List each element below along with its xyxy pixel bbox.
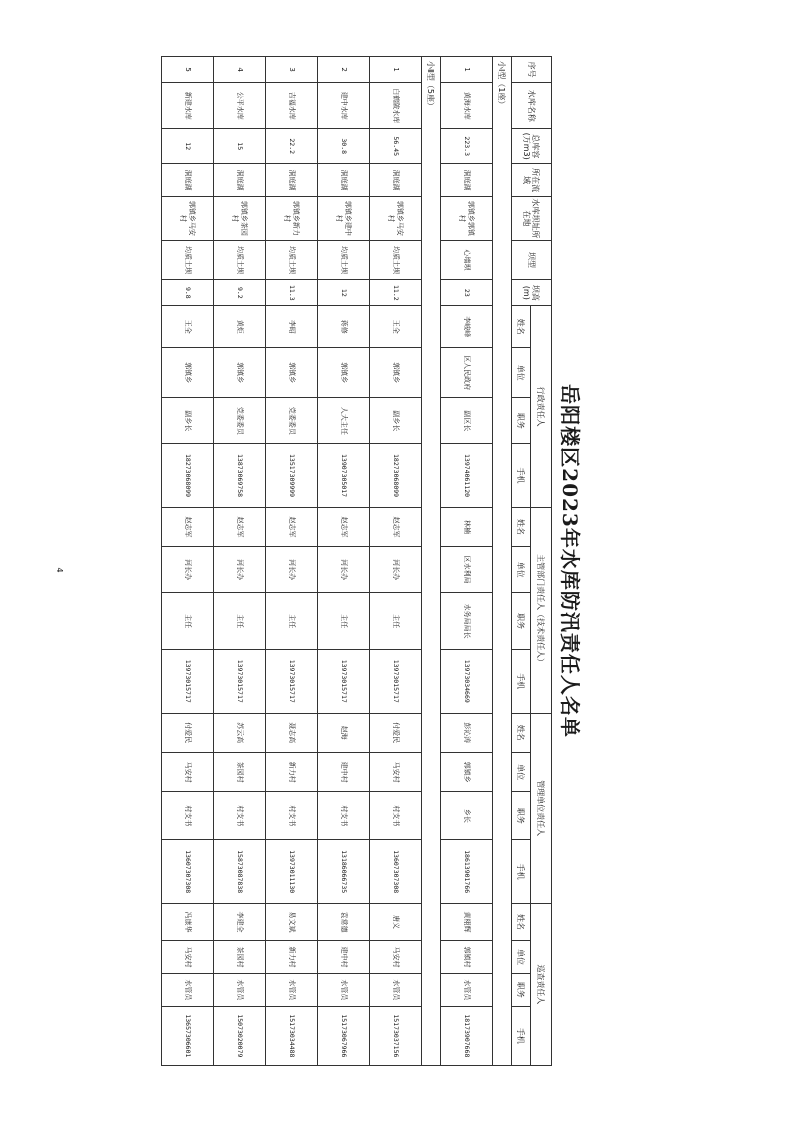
cell-admin-position: 党委委员 [266,398,318,444]
cell-manage-name: 彭沁涛 [441,713,493,752]
header-authority-name: 姓名 [512,507,531,546]
table-row [214,57,266,1066]
cell-authority-phone: 13973015717 [370,650,422,713]
cell-dam-type: 心墙坝 [441,240,493,279]
cell-dam-height: 12 [318,280,370,306]
cell-authority-position: 主任 [370,593,422,650]
cell-admin-name: 蒋修 [318,306,370,348]
cell-patrol-position: 水管员 [214,973,266,1006]
cell-authority-name: 赵志军 [162,507,214,546]
table-row [318,57,370,1066]
cell-admin-position: 副乡长 [370,398,422,444]
cell-manage-unit: 马安村 [162,752,214,791]
cell-patrol-phone: 13657306601 [162,1006,214,1065]
cell-admin-unit: 郭镇乡 [266,348,318,398]
cell-reservoir-name: 建中水库 [318,83,370,129]
header-admin-group: 行政责任人 [531,306,552,507]
cell-manage-name: 付爱民 [162,713,214,752]
cell-manage-unit: 茶园村 [214,752,266,791]
cell-dam-height: 9.2 [214,280,266,306]
cell-basin: 洞庭湖 [441,164,493,197]
cell-patrol-position: 水管员 [370,973,422,1006]
cell-seq: 5 [162,57,214,83]
header-row-groups [531,57,552,1066]
cell-admin-name: 李峻峰 [441,306,493,348]
header-patrol-unit: 单位 [512,941,531,974]
cell-patrol-unit: 建中村 [318,941,370,974]
cell-reservoir-name: 吉福水库 [266,83,318,129]
cell-admin-unit: 区人民政府 [441,348,493,398]
header-reservoir-name: 水库名称 [512,83,552,129]
cell-manage-position: 乡长 [441,792,493,840]
cell-admin-position: 党委委员 [214,398,266,444]
cell-capacity: 12 [162,129,214,164]
cell-authority-phone: 13973015717 [162,650,214,713]
cell-authority-name: 赵志军 [370,507,422,546]
cell-patrol-phone: 15173037156 [370,1006,422,1065]
header-location: 水库坝址所在地 [512,197,552,241]
cell-admin-position: 副乡长 [162,398,214,444]
header-seq: 序号 [512,57,552,83]
cell-admin-position: 副区长 [441,398,493,444]
cell-authority-unit: 河长办 [370,547,422,593]
header-authority-phone: 手机 [512,650,531,713]
cell-authority-unit: 区水利局 [441,547,493,593]
header-manage-position: 职务 [512,792,531,840]
cell-patrol-unit: 马安村 [162,941,214,974]
cell-patrol-name: 冯康华 [162,903,214,940]
header-capacity: 总库容(万m3) [512,129,552,164]
cell-manage-unit: 建中村 [318,752,370,791]
cell-admin-name: 李昭 [266,306,318,348]
cell-manage-name: 赵海 [318,713,370,752]
cell-authority-position: 主任 [162,593,214,650]
cell-authority-position: 主任 [266,593,318,650]
cell-patrol-position: 水管员 [266,973,318,1006]
cell-seq: 1 [370,57,422,83]
header-authority-position: 职务 [512,593,531,650]
cell-manage-phone: 13186066735 [318,840,370,903]
header-patrol-name: 姓名 [512,903,531,940]
header-admin-position: 职务 [512,398,531,444]
header-admin-unit: 单位 [512,348,531,398]
header-basin: 所在流域 [512,164,552,197]
cell-authority-position: 水务局局长 [441,593,493,650]
cell-admin-name: 王全 [370,306,422,348]
cell-dam-height: 11.2 [370,280,422,306]
cell-basin: 洞庭湖 [266,164,318,197]
cell-admin-unit: 郭镇乡 [162,348,214,398]
cell-patrol-unit: 茶园村 [214,941,266,974]
cell-location: 郭镇乡郭镇村 [441,197,493,241]
cell-authority-phone: 13973015717 [214,650,266,713]
header-dam-height: 坝高(m) [512,280,552,306]
cell-manage-name: 聂志高 [266,713,318,752]
cell-authority-name: 赵志军 [214,507,266,546]
cell-reservoir-name: 白鹤陂水库 [370,83,422,129]
cell-location: 郭镇乡茶园村 [214,197,266,241]
cell-manage-phone: 15873087838 [214,840,266,903]
cell-admin-name: 黄炬 [214,306,266,348]
cell-admin-phone: 13873069758 [214,444,266,507]
cell-authority-position: 主任 [318,593,370,650]
cell-seq: 1 [441,57,493,83]
cell-dam-type: 均质土坝 [266,240,318,279]
header-admin-name: 姓名 [512,306,531,348]
cell-admin-phone: 18273068099 [162,444,214,507]
table-row [266,57,318,1066]
cell-patrol-name: 袁常德 [318,903,370,940]
header-authority-unit: 单位 [512,547,531,593]
cell-admin-phone: 18273068099 [370,444,422,507]
header-manage-name: 姓名 [512,713,531,752]
cell-location: 郭镇乡马安村 [162,197,214,241]
cell-manage-position: 村支书 [370,792,422,840]
cell-dam-height: 11.3 [266,280,318,306]
cell-manage-name: 苏云高 [214,713,266,752]
cell-reservoir-name: 公平水库 [214,83,266,129]
cell-manage-phone: 18613901766 [441,840,493,903]
header-dam-type: 坝型 [512,240,552,279]
cell-manage-position: 村支书 [162,792,214,840]
cell-seq: 4 [214,57,266,83]
cell-patrol-phone: 15173067966 [318,1006,370,1065]
cell-manage-name: 付爱民 [370,713,422,752]
cell-patrol-phone: 15073020079 [214,1006,266,1065]
header-patrol-position: 职务 [512,973,531,1006]
cell-patrol-unit: 马安村 [370,941,422,974]
cell-manage-phone: 13607307308 [162,840,214,903]
cell-patrol-unit: 郭镇村 [441,941,493,974]
cell-patrol-name: 黄栩辉 [441,903,493,940]
cell-authority-name: 赵志军 [266,507,318,546]
cell-basin: 洞庭湖 [214,164,266,197]
cell-authority-unit: 河长办 [266,547,318,593]
section-label: 小Ⅰ型（1座） [493,57,512,1066]
cell-patrol-phone: 15173034488 [266,1006,318,1065]
header-management-group: 管理单位责任人 [531,713,552,903]
cell-admin-unit: 郭镇乡 [318,348,370,398]
cell-admin-phone: 13974061120 [441,444,493,507]
cell-dam-type: 均质土坝 [318,240,370,279]
cell-patrol-position: 水管员 [441,973,493,1006]
cell-capacity: 30.8 [318,129,370,164]
cell-seq: 2 [318,57,370,83]
cell-admin-phone: 13907305017 [318,444,370,507]
cell-location: 郭镇乡新力村 [266,197,318,241]
cell-authority-unit: 河长办 [214,547,266,593]
cell-basin: 洞庭湖 [370,164,422,197]
cell-admin-unit: 郭镇乡 [214,348,266,398]
cell-seq: 3 [266,57,318,83]
section-row [422,57,441,1066]
cell-authority-unit: 河长办 [162,547,214,593]
cell-patrol-name: 唐义 [370,903,422,940]
cell-patrol-unit: 新力村 [266,941,318,974]
cell-manage-phone: 13973011130 [266,840,318,903]
cell-authority-phone: 13973015717 [266,650,318,713]
cell-capacity: 15 [214,129,266,164]
cell-patrol-position: 水管员 [318,973,370,1006]
cell-patrol-name: 易文斌 [266,903,318,940]
cell-manage-unit: 马安村 [370,752,422,791]
cell-patrol-name: 李建全 [214,903,266,940]
cell-patrol-phone: 18173907668 [441,1006,493,1065]
cell-authority-name: 赵志军 [318,507,370,546]
cell-reservoir-name: 新建水库 [162,83,214,129]
cell-manage-position: 村支书 [266,792,318,840]
cell-admin-unit: 郭镇乡 [370,348,422,398]
responsibility-table [161,56,552,1066]
cell-dam-type: 均质土坝 [370,240,422,279]
cell-location: 郭镇乡建中村 [318,197,370,241]
cell-dam-height: 9.8 [162,280,214,306]
cell-authority-phone: 13973034669 [441,650,493,713]
table-row [441,57,493,1066]
cell-authority-unit: 河长办 [318,547,370,593]
cell-manage-position: 村支书 [214,792,266,840]
table-row [162,57,214,1066]
cell-admin-name: 王全 [162,306,214,348]
cell-authority-position: 主任 [214,593,266,650]
cell-authority-phone: 13973015717 [318,650,370,713]
cell-manage-position: 村支书 [318,792,370,840]
cell-capacity: 223.3 [441,129,493,164]
rotated-sheet [179,56,586,1066]
cell-capacity: 22.2 [266,129,318,164]
header-manage-unit: 单位 [512,752,531,791]
cell-manage-phone: 13607307308 [370,840,422,903]
header-authority-group: 主管部门责任人（技术责任人） [531,507,552,713]
section-label: 小Ⅱ型（5座） [422,57,441,1066]
page-number: 4 [55,567,64,573]
header-admin-phone: 手机 [512,444,531,507]
cell-reservoir-name: 黄海水库 [441,83,493,129]
document-title: 岳阳楼区2023年水库防汛责任人名单 [558,384,582,738]
cell-admin-phone: 13517309999 [266,444,318,507]
cell-basin: 洞庭湖 [318,164,370,197]
cell-manage-unit: 新力村 [266,752,318,791]
header-patrol-phone: 手机 [512,1006,531,1065]
header-patrol-group: 巡查责任人 [531,903,552,1065]
cell-authority-name: 林楠 [441,507,493,546]
cell-dam-type: 均质土坝 [162,240,214,279]
cell-dam-type: 均质土坝 [214,240,266,279]
table-row [370,57,422,1066]
cell-basin: 洞庭湖 [162,164,214,197]
cell-manage-unit: 郭镇乡 [441,752,493,791]
cell-patrol-position: 水管员 [162,973,214,1006]
header-manage-phone: 手机 [512,840,531,903]
cell-dam-height: 23 [441,280,493,306]
cell-location: 郭镇乡马安村 [370,197,422,241]
cell-admin-position: 人大主任 [318,398,370,444]
cell-capacity: 56.45 [370,129,422,164]
section-row [493,57,512,1066]
